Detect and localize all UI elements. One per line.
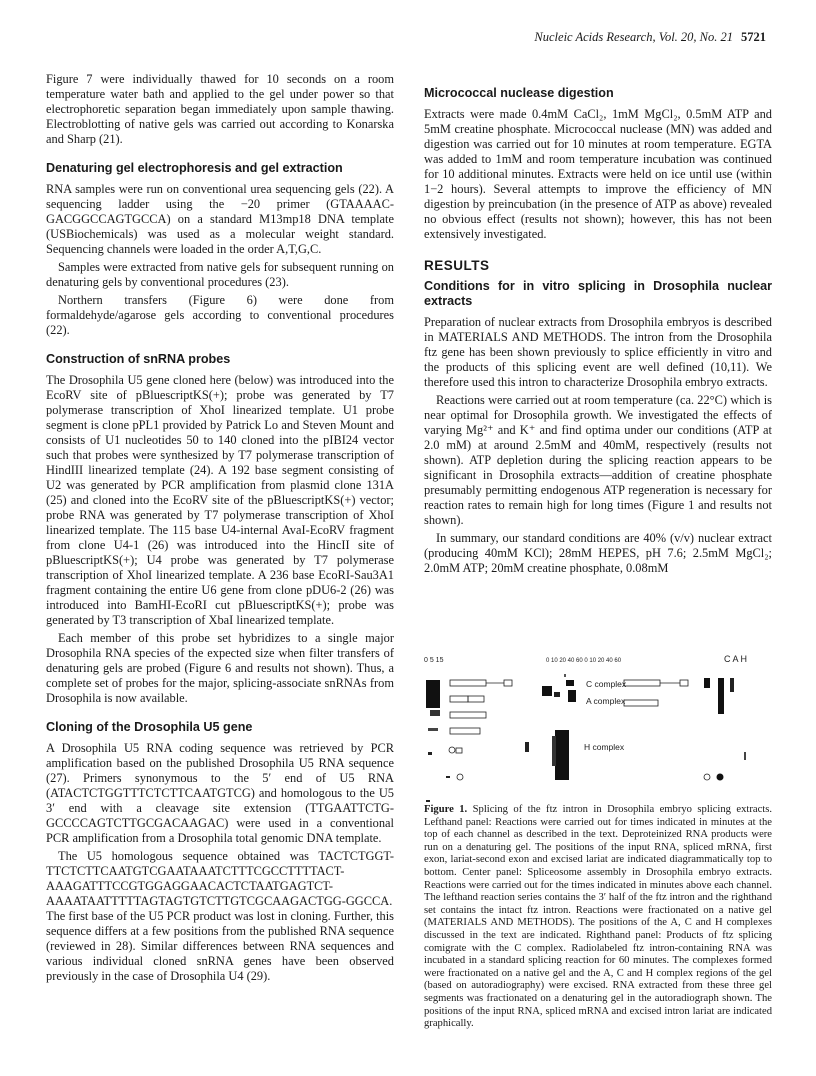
paragraph: A Drosophila U5 RNA coding sequence was retrieved by PCR amplification based on the published Drosophila U5 RNA sequence (27). Primers synonymous to the 5′ end of U5 RNA (ATACTCTGGTTTCTCTTCAATGTCG) and homologous to the U5 3′ end with a cleavage site extension (TTGAATTCTG-GCCCCAGTCTTGCGACAAGAC) were used in a conventional PCR amplification from a Drosophila total genomic DNA template.: [46, 741, 394, 845]
figure-1-gel-image: [424, 652, 772, 802]
gel-autoradiograph: [424, 652, 772, 802]
paragraph: Northern transfers (Figure 6) were done from formaldehyde/agarose gels according to conventional procedures (22).: [46, 293, 394, 337]
right-panel: [624, 678, 746, 781]
section-heading: Denaturing gel electrophoresis and gel extraction: [46, 161, 343, 175]
paragraph: Extracts were made 0.4mM CaCl₂, 1mM MgCl₂, 0.5mM ATP and 5mM creatine phosphate. Micrococcal nuclease (MN) was added and digestion was carried out for 10 minutes at room temperature. EGTA was added to 1mM and room temperature incubation was continued for 10 additional minutes. Extracts were held on ice until use (within 1−2 hours). Several attempts to improve the efficiency of MN digestion by preincubation (in the presence of ATP as above) revealed no obvious effect (results not shown); however, this has not been extensively investigated.: [424, 107, 772, 241]
paragraph: Samples were extracted from native gels for subsequent running on denaturing gels by conventional procedures (23).: [46, 260, 394, 289]
left-column: [46, 72, 394, 987]
h-complex-label: H complex: [584, 742, 625, 752]
caption-text: Splicing of the ftz intron in Drosophila embryo splicing extracts. Lefthand panel: Reactions were carried out for times indicated in minutes at the top of each channel as described in the text. Deproteinized RNA products were run on a denaturing gel. The positions of the input RNA, spliced mRNA, first exon, lariat-second exon and excised lariat are indicated diagrammatically top to bottom. Center panel: Spliceosome assembly in Drosophila embryo extracts. Reactions were carried out for the times indicated in minutes above each channel. The lefthand reaction series contains the 3′ half of the ftz intron and the righthand set contains the intact ftz intron. Reactions were fractionated on a native gel (MATERIALS AND METHODS). The positions of the A, C and H complexes discussed in the text are indicated. Righthand panel: Products of ftz splicing comigrate with the C complex. Radiolabeled ftz intron-containing RNA was incubated in a standard splicing reaction for 60 minutes. The complexes formed were fractionated on a native gel and the A, C and H complex regions of the gel (based on autoradiography) were excised. RNA extracted from these three gel segments was fractionated on a denaturing gel in the autoradiograph shown. The positions of the input RNA, spliced mRNA and excised intron lariat are indicated graphically.: [424, 804, 772, 1030]
subsection-heading: Conditions for in vitro splicing in Drosophila nuclear extracts: [424, 279, 772, 308]
paragraph: Reactions were carried out at room temperature (ca. 22°C) which is near optimal for Drosophila growth. We investigated the effects of varying Mg²⁺ and K⁺ and find optima under our conditions (ATP at 2.0 mM) at around 2.5mM and 40mM, respectively (results not shown). ATP depletion during the splicing reaction appears to be significant in Drosophila extracts—addition of creatine phosphate presumably permitting endogenous ATP regeneration is necessary for reaction rates to remain high for long times (Figure 1 and results not shown).: [424, 393, 772, 527]
paragraph: The U5 homologous sequence obtained was TACTCTGGT-TTCTCTTCAATGTCGAATAAATCTTTCGCCTTTTACT-AAAGATTTCCGTGGAGGAACACTCTAATGAGTCT-AAAATAATTTTTAGTAGTGTCTTGTCGCAAGACTGG-GGCCA. The first base of the U5 PCR product was lost in cloning. Further, this sequence differs at a few positions from the published RNA sequence (reviewed in 28). Similar differences between RNA sequences and various individual cloned snRNA genes have been observed previously in the case of Drosophila U4 (29).: [46, 849, 394, 983]
paragraph: In summary, our standard conditions are 40% (v/v) nuclear extract (producing 40mM KCl); 28mM HEPES, pH 7.6; 2.5mM MgCl₂; 2.0mM ATP; 20mM creatine phosphate, 0.08mM: [424, 531, 772, 575]
left-lane-labels: 0 5 15: [424, 657, 444, 664]
a-complex-label: A complex: [586, 696, 626, 706]
paragraph: Figure 7 were individually thawed for 10 seconds on a room temperature water bath and applied to the gel under power so that electrophoretic separation began immediately upon sample thawing. Electroblotting of native gels was carried out according to Konarska and Sharp (21).: [46, 72, 394, 146]
section-heading: Micrococcal nuclease digestion: [424, 86, 614, 100]
section-heading: Cloning of the Drosophila U5 gene: [46, 720, 253, 734]
c-complex-label: C complex: [586, 679, 627, 689]
paragraph: RNA samples were run on conventional urea sequencing gels (22). A sequencing ladder using the −20 primer (GTAAAAC-GACGGCCAGTGCCA) on a standard M13mp18 DNA template (USBiochemicals) was used as a molecular weight standard. Sequencing channels were loaded in the order A,T,G,C.: [46, 182, 394, 256]
journal-title: Nucleic Acids Research, Vol. 20, No. 21: [534, 30, 733, 44]
paragraph: Preparation of nuclear extracts from Drosophila embryos is described in MATERIALS AND METHODS. The intron from the Drosophila ftz gene has been shown previously to splice efficiently in vitro and the products of this splicing event are well defined (10,11). We therefore used this intron to characterize Drosophila embryo extracts.: [424, 315, 772, 389]
section-heading: Construction of snRNA probes: [46, 352, 231, 366]
figure-1-caption: [424, 804, 772, 1031]
left-panel: [426, 680, 512, 802]
paragraph: The Drosophila U5 gene cloned here (below) was introduced into the EcoRV site of pBluescriptKS(+); probe was generated by T7 polymerase transcription of XhoI linearized template. U1 probe segment is clone pPL1 provided by Patrick Lo and Steven Mount and consists of U1 nucleotides 50 to 140 cloned into the pIBI24 vector such that probes were synthesized by T7 polymerase transcription of HindIII linearized template (24). A 192 base segment consisting of U2 was generated by PCR amplification from plasmid clone 131A (25) and cloned into the EcoRV site of the pBluescriptKS(+) vector; probe RNA was generated by T7 polymerase transcription of XhoI linearized template. The 115 base U4-internal AvaI-EcoRV fragment from clone U4-1 (26) was introduced into the HincII site of pBluescriptKS(+); U4 probe was generated by T7 polymerase transcription of XhoI linearized template. A 236 base EcoRI-Sau3A1 fragment containing the entire U6 gene from clone pDU6-2 (26) was introduced into BamHI-EcoRI cut pBluescriptKS(+); probe was generated by T3 transcription of XbaI linearized template.: [46, 373, 394, 627]
center-lane-labels: 0 10 20 40 60 0 10 20 40 60: [546, 658, 622, 664]
results-heading: RESULTS: [424, 258, 490, 273]
caption-title: Figure 1.: [424, 804, 468, 815]
running-header: [534, 30, 766, 45]
right-column: [424, 72, 772, 579]
right-lane-labels: C A H: [724, 654, 748, 664]
center-panel: [525, 674, 576, 780]
page-number: 5721: [741, 30, 766, 44]
paragraph: Each member of this probe set hybridizes to a single major Drosophila RNA species of the expected size when filter transfers of denaturing gels are probed (Figure 6 and results not shown). Thus, a complete set of probes for the major, splicing-associate snRNAs from Drosophila is now available.: [46, 631, 394, 705]
